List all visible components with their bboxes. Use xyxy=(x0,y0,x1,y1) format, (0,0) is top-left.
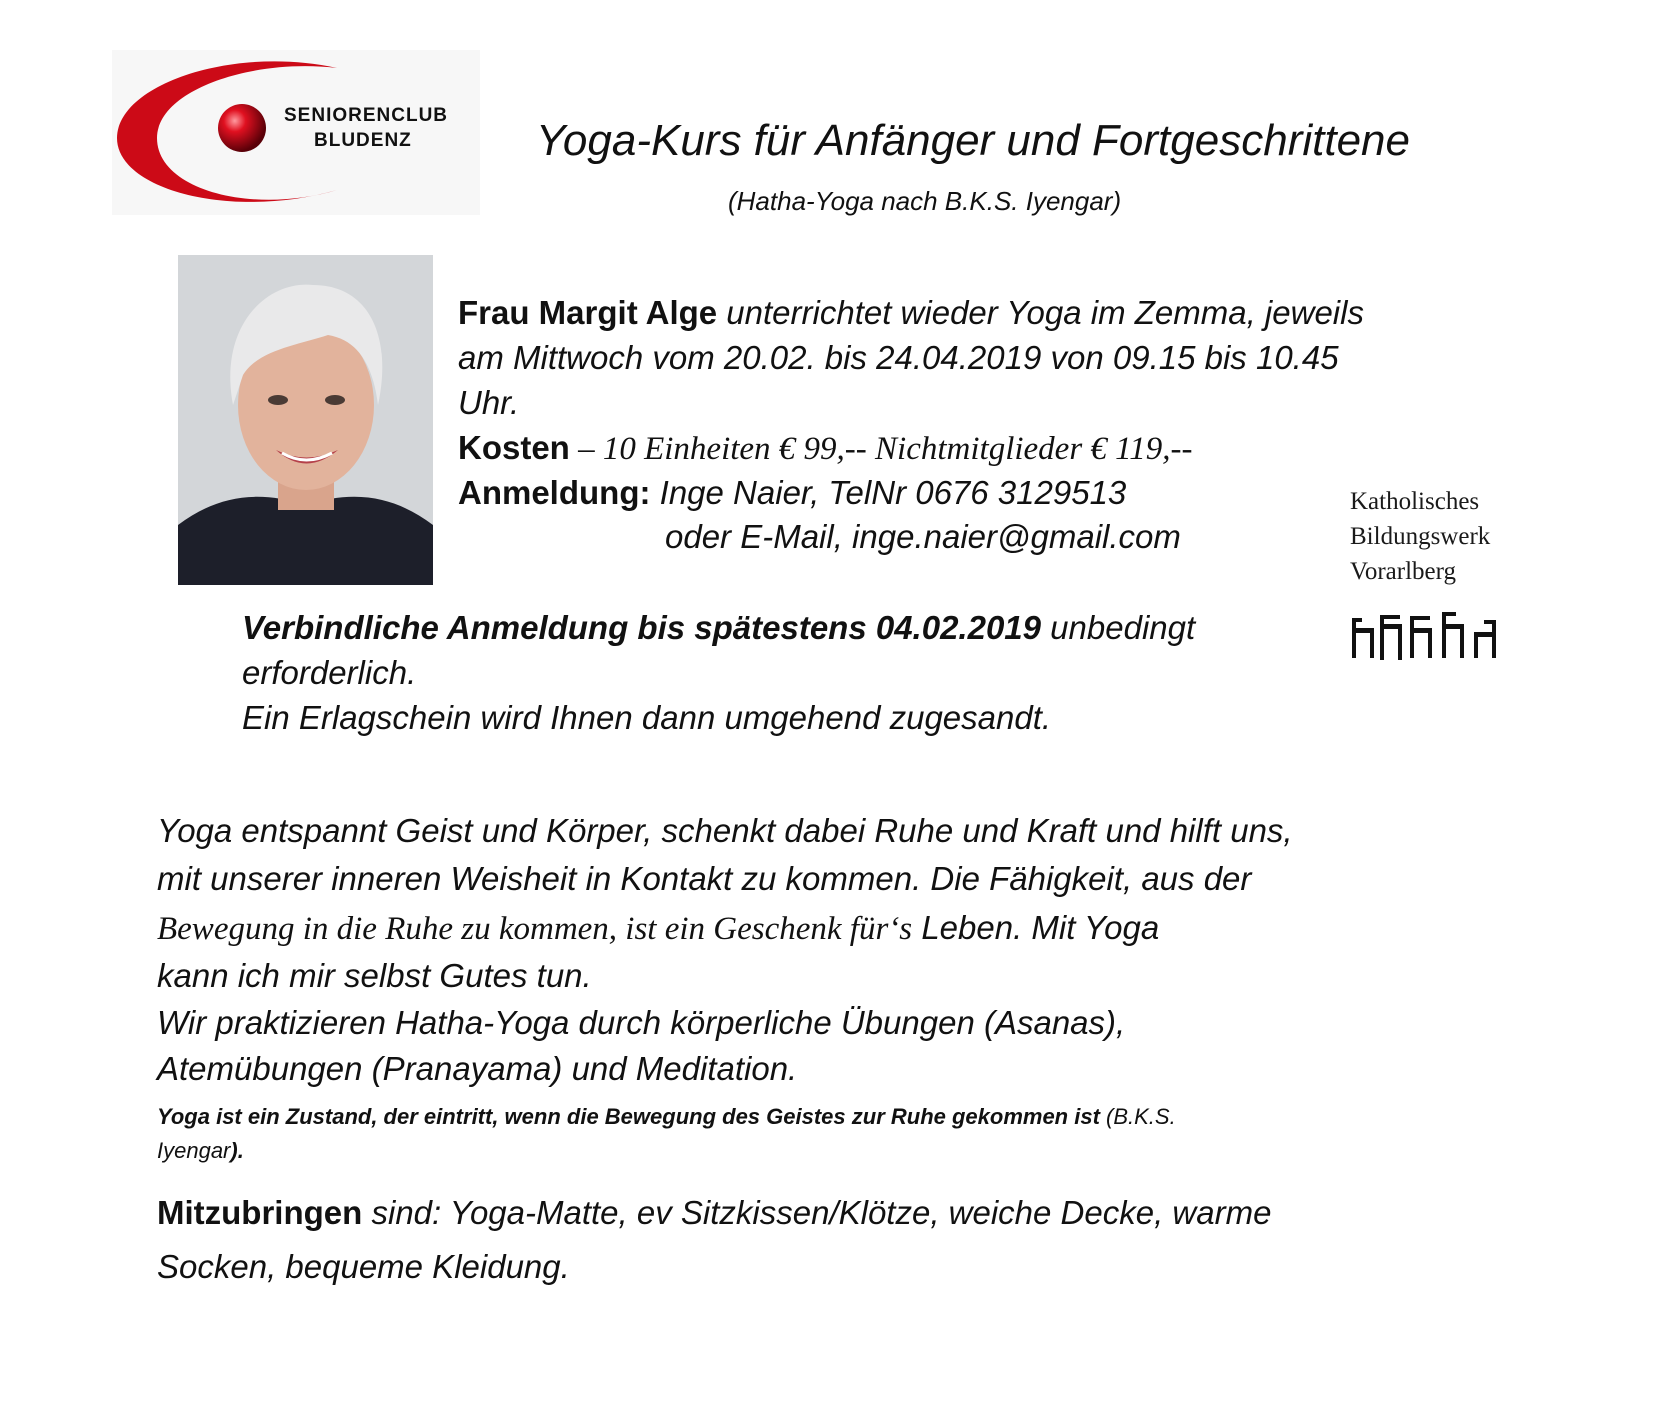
bring-line-1 xyxy=(157,1190,1271,1236)
quote-line-1 xyxy=(157,1102,1176,1132)
quote-end: ). xyxy=(230,1138,244,1163)
page-title: Yoga-Kurs für Anfänger und Fortgeschrittene xyxy=(536,116,1410,165)
seniorenclub-logo xyxy=(112,50,480,215)
quote-line-2 xyxy=(157,1136,244,1166)
info-line-time-end: Uhr. xyxy=(458,384,520,421)
partner-logo-text xyxy=(1350,484,1490,589)
logo-text-line1: SENIORENCLUB xyxy=(284,105,449,126)
registration-deadline-bold: Verbindliche Anmeldung bis spätestens 04.02.2019 xyxy=(242,609,1042,646)
body-line-6: Atemübungen (Pranayama) und Meditation. xyxy=(157,1050,798,1087)
cost-label: Kosten xyxy=(458,429,570,466)
bring-label: Mitzubringen xyxy=(157,1194,363,1231)
registration-email: oder E-Mail, inge.naier@gmail.com xyxy=(665,518,1181,555)
partner-line3: Vorarlberg xyxy=(1350,558,1456,585)
registration-label: Anmeldung: xyxy=(458,474,651,511)
bring-items: sind: Yoga-Matte, ev Sitzkissen/Klötze, weiche Decke, warme xyxy=(362,1194,1272,1231)
partner-line2: Bildungswerk xyxy=(1350,523,1491,550)
registration-deadline-rest: unbedingt xyxy=(1041,609,1196,646)
body-line-4: kann ich mir selbst Gutes tun. xyxy=(157,957,592,994)
registration-deadline xyxy=(242,605,1195,650)
body-line-3 xyxy=(157,905,1159,952)
chairs-icon xyxy=(1350,610,1515,672)
logo-swoosh-icon xyxy=(112,50,480,215)
quote-author: Iyengar xyxy=(157,1138,231,1163)
body-line-5: Wir praktizieren Hatha-Yoga durch körperliche Übungen (Asanas), xyxy=(157,1004,1126,1041)
info-line-registration xyxy=(458,470,1126,515)
info-line-cost xyxy=(458,425,1192,472)
instructor-photo xyxy=(178,255,433,585)
info-line-schedule: am Mittwoch vom 20.02. bis 24.04.2019 von 09.15 bis 10.45 xyxy=(458,339,1339,376)
info-line1-text: unterrichtet wieder Yoga im Zemma, jeweils xyxy=(717,294,1364,331)
body-line-3-rest: Leben. Mit Yoga xyxy=(912,909,1160,946)
logo-text-line2: BLUDENZ xyxy=(314,130,412,151)
registration-required: erforderlich. xyxy=(242,654,417,691)
partner-line1: Katholisches xyxy=(1350,488,1480,515)
cost-text: – 10 Einheiten € 99,-- Nichtmitglieder € 119,-- xyxy=(569,431,1193,467)
instructor-name: Frau Margit Alge xyxy=(458,294,718,331)
body-line-2: mit unserer inneren Weisheit in Kontakt zu kommen. Die Fähigkeit, aus der xyxy=(157,860,1252,897)
info-line-instructor xyxy=(458,290,1364,335)
body-line-1: Yoga entspannt Geist und Körper, schenkt dabei Ruhe und Kraft und hilft uns, xyxy=(157,812,1293,849)
quote-bold: Yoga ist ein Zustand, der eintritt, wenn die Bewegung des Geistes zur Ruhe gekommen ist xyxy=(157,1104,1100,1129)
quote-attribution: (B.K.S. xyxy=(1099,1104,1176,1129)
body-line-3-serif: Bewegung in die Ruhe zu kommen, ist ein Geschenk für‘s xyxy=(157,911,913,947)
bring-line-2: Socken, bequeme Kleidung. xyxy=(157,1248,570,1285)
registration-contact: Inge Naier, TelNr 0676 3129513 xyxy=(650,474,1127,511)
page-subtitle: (Hatha-Yoga nach B.K.S. Iyengar) xyxy=(728,186,1122,216)
registration-payment-slip: Ein Erlagschein wird Ihnen dann umgehend zugesandt. xyxy=(242,699,1052,736)
